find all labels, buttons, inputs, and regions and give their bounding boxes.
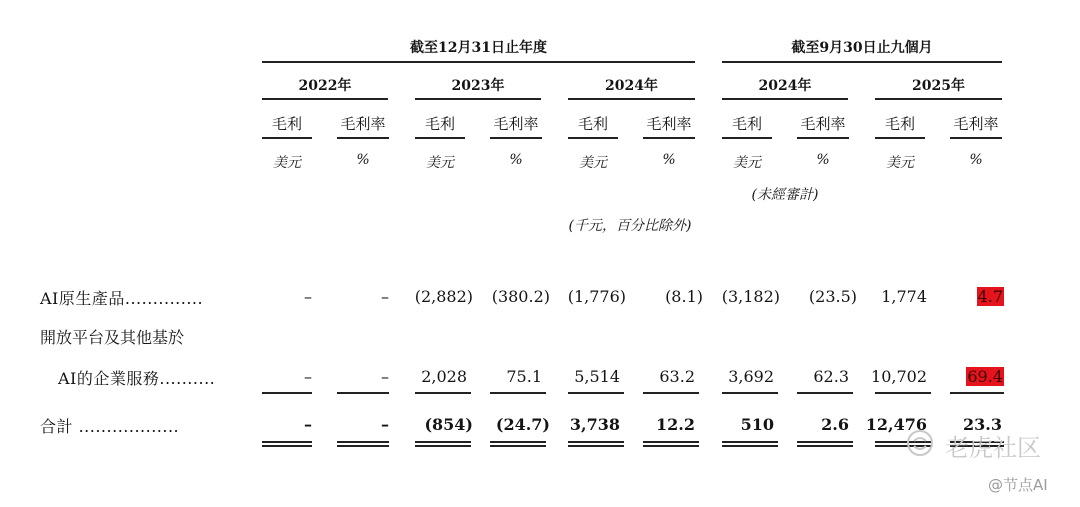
subtotal-rule (797, 392, 853, 394)
unit-usd-2024: 美元 (579, 155, 607, 171)
cell: 3,692 (728, 367, 774, 386)
total-double-rule (262, 441, 312, 447)
cell: 63.2 (659, 367, 695, 386)
unit-pct-2023: % (509, 152, 523, 168)
year-rule-2023 (415, 98, 541, 100)
unit-usd-2025-9m: 美元 (886, 155, 914, 171)
total-double-rule (337, 441, 389, 447)
subtotal-rule (415, 392, 471, 394)
col-gm-2024: 毛利率 (646, 115, 692, 133)
cell: 10,702 (871, 367, 927, 386)
cell: 510 (740, 415, 774, 434)
thousands-note: (千元，百分比除外) (568, 218, 692, 234)
unit-pct-2024-9m: % (816, 152, 830, 168)
col-gm-2024-9m: 毛利率 (800, 115, 846, 133)
subtotal-rule (490, 392, 546, 394)
year-2025-9m: 2025年 (912, 78, 965, 94)
cell: (380.2) (491, 287, 550, 306)
total-double-rule (568, 441, 624, 447)
cell: (2,882) (414, 287, 473, 306)
unaudited-note: (未經審計) (751, 187, 819, 203)
cell: (23.5) (808, 287, 857, 306)
col-rule (568, 137, 618, 139)
year-2024-9m: 2024年 (758, 78, 812, 94)
col-rule (415, 137, 465, 139)
year-rule-2022 (262, 98, 388, 100)
total-double-rule (490, 441, 546, 447)
total-double-rule (415, 441, 471, 447)
cell-highlighted (940, 287, 1004, 306)
cell: 3,738 (569, 415, 620, 434)
cell: (24.7) (495, 415, 550, 434)
col-rule (262, 137, 312, 139)
col-rule (950, 137, 1002, 139)
subtotal-rule (568, 392, 624, 394)
cell: – (304, 287, 312, 306)
cell: (1,776) (567, 287, 626, 306)
subtotal-rule (337, 392, 389, 394)
total-double-rule (643, 441, 699, 447)
year-rule-2025-9m (875, 98, 1002, 100)
cell: 75.1 (506, 367, 542, 386)
year-rule-2024 (568, 98, 695, 100)
col-gp-2024: 毛利 (577, 115, 608, 133)
year-rule-2024-9m (722, 98, 848, 100)
subtotal-rule (950, 392, 1004, 394)
cell: (3,182) (721, 287, 780, 306)
highlighted-value: 69.4 (967, 367, 1003, 386)
unit-pct-2025-9m: % (969, 152, 983, 168)
cell: – (304, 415, 312, 434)
subtotal-rule (643, 392, 699, 394)
unit-usd-2023: 美元 (426, 155, 454, 171)
cell: 12.2 (656, 415, 695, 434)
cell: 12,476 (865, 415, 927, 434)
col-gp-2023: 毛利 (424, 115, 455, 133)
total-double-rule (722, 441, 778, 447)
highlighted-value: 4.7 (977, 287, 1003, 306)
watermark-handle: @节点AI (988, 476, 1048, 494)
watermark-text: 老虎社区 (945, 434, 1041, 462)
cell: 62.3 (813, 367, 849, 386)
col-rule (797, 137, 849, 139)
cell: (8.1) (665, 287, 703, 306)
row-label-open-platform-line2: AI的企業服務.......... (58, 369, 216, 388)
header-9m-rule (722, 61, 1002, 63)
total-double-rule (797, 441, 853, 447)
header-fy-rule (262, 61, 695, 63)
col-gm-2025-9m: 毛利率 (953, 115, 999, 133)
subtotal-rule (875, 392, 931, 394)
cell: 23.3 (963, 415, 1002, 434)
cell: (854) (424, 415, 473, 434)
col-gp-2025-9m: 毛利 (884, 115, 915, 133)
unit-usd-2022: 美元 (273, 155, 301, 171)
header-9m-group: 截至9月30日止九個月 (791, 40, 933, 56)
subtotal-rule (262, 392, 312, 394)
unit-pct-2022: % (356, 152, 370, 168)
cell: 1,774 (881, 287, 927, 306)
col-rule (875, 137, 925, 139)
col-gp-2022: 毛利 (271, 115, 302, 133)
col-gp-2024-9m: 毛利 (731, 115, 762, 133)
subtotal-rule (722, 392, 778, 394)
year-2023: 2023年 (451, 78, 505, 94)
col-rule (490, 137, 542, 139)
unit-usd-2024-9m: 美元 (733, 155, 761, 171)
cell: 2.6 (821, 415, 849, 434)
row-label-total: 合計 .................. (40, 417, 180, 436)
cell-highlighted (940, 367, 1004, 386)
col-gm-2022: 毛利率 (340, 115, 386, 133)
row-label-open-platform-line1: 開放平台及其他基於 (40, 328, 185, 347)
watermark-logo-icon (905, 428, 935, 458)
cell: – (381, 287, 389, 306)
header-fy-group: 截至12月31日止年度 (410, 40, 547, 56)
unit-pct-2024: % (662, 152, 676, 168)
cell: 2,028 (421, 367, 467, 386)
col-rule (337, 137, 389, 139)
cell: – (381, 367, 389, 386)
cell: – (381, 415, 389, 434)
year-2024: 2024年 (605, 78, 658, 94)
col-rule (643, 137, 695, 139)
col-gm-2023: 毛利率 (493, 115, 539, 133)
year-2022: 2022年 (298, 78, 352, 94)
col-rule (722, 137, 772, 139)
cell: – (304, 367, 312, 386)
cell: 5,514 (574, 367, 620, 386)
row-label-ai-products: AI原生產品.............. (40, 289, 204, 308)
